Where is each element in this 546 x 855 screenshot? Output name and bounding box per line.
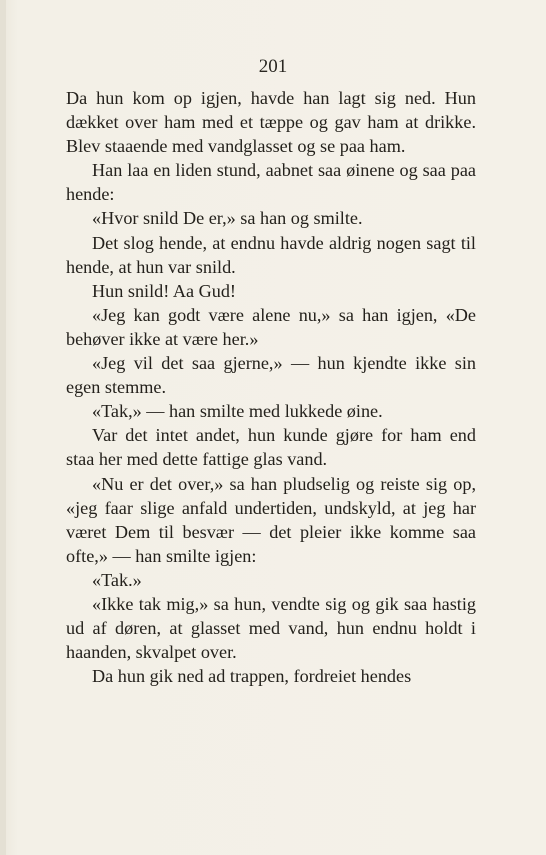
paragraph: «Tak.»	[92, 569, 142, 590]
paragraph: «Ikke tak mig,» sa hun, vendte sig og gik saa hastig ud af døren, at glasset med vand, hun endnu holdt i haanden, skvalpet over.	[66, 593, 476, 663]
paragraph: Var det intet andet, hun kunde gjøre for ham end staa her med dette fattige glas vand.	[66, 425, 476, 470]
paragraph: «Jeg kan godt være alene nu,» sa han igjen, «De behøver ikke at være her.»	[66, 304, 476, 349]
paragraph: «Tak,» — han smilte med lukkede øine.	[92, 401, 383, 422]
paragraph: Da hun kom op igjen, havde han lagt sig ned. Hun dækket over ham med et tæppe og gav ham at drikke. Blev staaende med vandglasset og se paa ham.	[66, 88, 476, 157]
paragraph: Hun snild! Aa Gud!	[92, 280, 236, 301]
paragraph: Han laa en liden stund, aabnet saa øinene og saa paa hende:	[66, 160, 476, 205]
paragraph: Da hun gik ned ad trappen, fordreiet hendes	[92, 666, 412, 687]
page-number: 201	[258, 56, 288, 77]
paragraph: «Hvor snild De er,» sa han og smilte.	[92, 208, 363, 229]
body-text	[66, 86, 476, 688]
paragraph: Det slog hende, at endnu havde aldrig nogen sagt til hende, at hun var snild.	[66, 232, 476, 277]
paragraph: «Jeg vil det saa gjerne,» — hun kjendte ikke sin egen stemme.	[66, 353, 476, 398]
paragraph: «Nu er det over,» sa han pludselig og reiste sig op, «jeg faar slige anfald undertiden, undskyld, at jeg har været Dem til besvær — det pleier ikke komme saa ofte,» — han smilte igjen:	[66, 473, 476, 566]
page-gutter	[0, 0, 6, 855]
